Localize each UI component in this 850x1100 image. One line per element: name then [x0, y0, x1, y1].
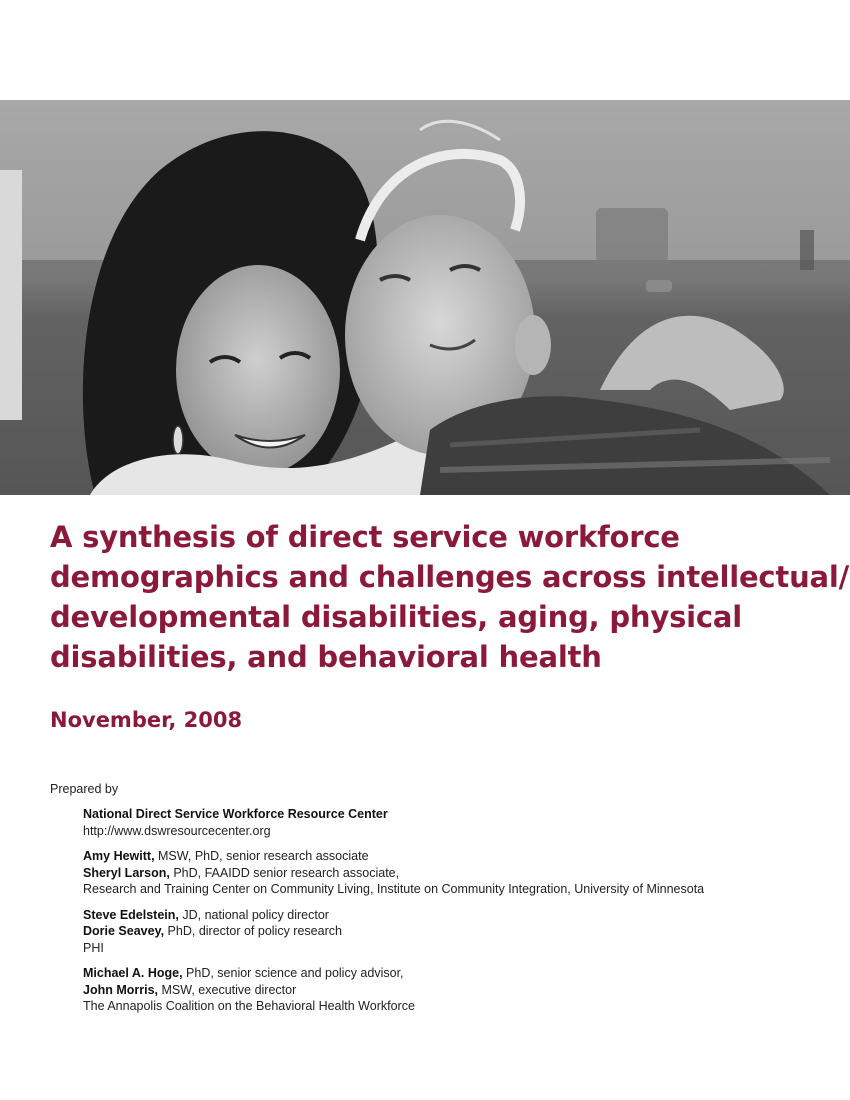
author-role: PhD, FAAIDD senior research associate, [169, 865, 400, 880]
title-line-2: demographics and challenges across intellectual/ [50, 560, 850, 594]
title-line-4: disabilities, and behavioral health [50, 640, 602, 674]
author-role: MSW, PhD, senior research associate [154, 849, 369, 863]
author-role: JD, national policy director [178, 907, 329, 922]
author-role: PhD, senior science and policy advisor, [182, 966, 404, 980]
organization-url[interactable]: http://www.dswresourcecenter.org [83, 823, 271, 838]
credits-list [83, 806, 803, 1024]
author-name: Dorie Seavey, [83, 924, 165, 938]
title-line-3: developmental disabilities, aging, physical [50, 600, 742, 634]
credit-group-1 [83, 848, 803, 898]
author-affiliation: Research and Training Center on Community Living, Institute on Community Integration, University of Minnesota [83, 882, 705, 896]
author-role: MSW, executive director [158, 982, 297, 997]
organization-name: National Direct Service Workforce Resource Center [83, 807, 388, 821]
prepared-by-label: Prepared by [50, 782, 119, 796]
author-line [83, 965, 803, 982]
author-name: Michael A. Hoge, [83, 966, 183, 980]
author-line [83, 907, 803, 924]
cover-photo [0, 100, 850, 495]
author-line [83, 865, 803, 882]
document-title [50, 517, 850, 677]
author-role: PhD, director of policy research [164, 924, 342, 938]
author-affiliation: The Annapolis Coalition on the Behavioral Health Workforce [83, 999, 415, 1013]
author-line [83, 982, 803, 999]
author-name: Sheryl Larson, [83, 865, 170, 880]
publication-date: November, 2008 [50, 708, 243, 732]
credit-group-2 [83, 907, 803, 957]
author-line [83, 923, 803, 940]
credit-organization [83, 806, 803, 839]
author-line [83, 848, 803, 865]
author-name: Amy Hewitt, [83, 849, 155, 863]
author-affiliation: PHI [83, 940, 104, 955]
credit-group-3 [83, 965, 803, 1015]
title-line-1: A synthesis of direct service workforce [50, 520, 680, 554]
author-name: John Morris, [83, 982, 159, 997]
author-name: Steve Edelstein, [83, 907, 179, 922]
cover-photo-image [0, 100, 850, 495]
